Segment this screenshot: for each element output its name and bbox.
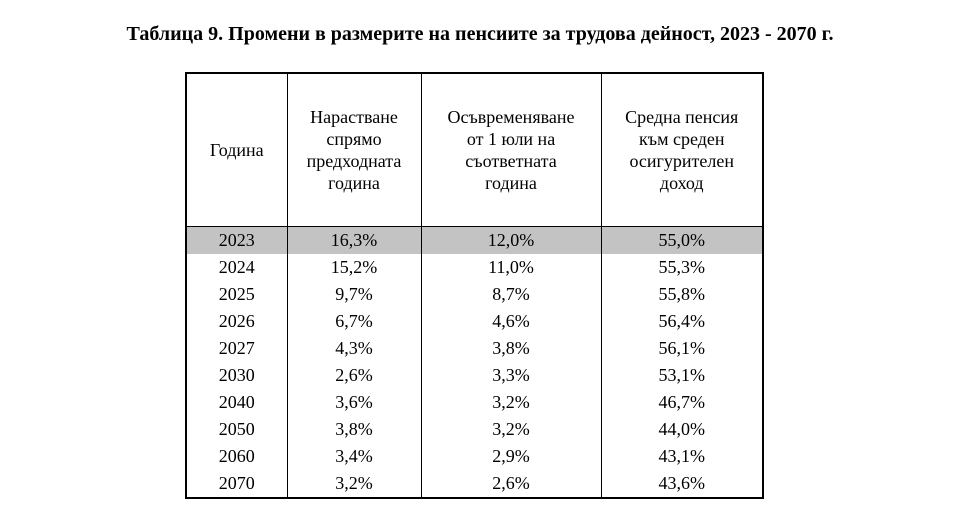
cell-growth: 3,2% xyxy=(287,470,421,498)
cell-year: 2070 xyxy=(186,470,287,498)
cell-year: 2030 xyxy=(186,362,287,389)
cell-indexation: 3,2% xyxy=(421,416,601,443)
cell-year: 2024 xyxy=(186,254,287,281)
header-indexation-line: от 1 юли на xyxy=(466,129,556,149)
header-indexation xyxy=(421,73,601,227)
cell-growth: 9,7% xyxy=(287,281,421,308)
cell-indexation: 3,2% xyxy=(421,389,601,416)
table-row xyxy=(186,362,763,389)
cell-indexation: 11,0% xyxy=(421,254,601,281)
cell-replacement: 55,0% xyxy=(601,227,763,255)
header-indexation-line: Осъвременяване xyxy=(447,107,575,127)
cell-indexation: 2,6% xyxy=(421,470,601,498)
cell-growth: 4,3% xyxy=(287,335,421,362)
header-replacement-line: Средна пенсия xyxy=(625,107,739,127)
cell-replacement: 55,3% xyxy=(601,254,763,281)
cell-replacement: 56,1% xyxy=(601,335,763,362)
header-replacement-line: към среден xyxy=(639,129,725,149)
cell-year: 2025 xyxy=(186,281,287,308)
cell-growth: 15,2% xyxy=(287,254,421,281)
table-row xyxy=(186,416,763,443)
table-row xyxy=(186,389,763,416)
table-row xyxy=(186,335,763,362)
pension-changes-table xyxy=(185,72,764,499)
pension-table-container xyxy=(185,72,764,499)
table-header-row xyxy=(186,73,763,227)
cell-replacement: 53,1% xyxy=(601,362,763,389)
cell-year: 2060 xyxy=(186,443,287,470)
header-replacement-line: осигурителен xyxy=(629,151,735,171)
cell-replacement: 46,7% xyxy=(601,389,763,416)
header-growth-line: година xyxy=(328,173,380,193)
table-title: Таблица 9. Промени в размерите на пенсиите за трудова дейност, 2023 - 2070 г. xyxy=(126,23,834,45)
cell-year: 2026 xyxy=(186,308,287,335)
header-growth-line: предходната xyxy=(306,151,402,171)
header-indexation-line: съответната xyxy=(465,151,557,171)
cell-growth: 3,8% xyxy=(287,416,421,443)
header-indexation-line: година xyxy=(485,173,537,193)
cell-indexation: 3,8% xyxy=(421,335,601,362)
header-replacement-ratio xyxy=(601,73,763,227)
table-row xyxy=(186,227,763,255)
header-year-line: Година xyxy=(209,140,264,160)
header-growth xyxy=(287,73,421,227)
cell-growth: 3,4% xyxy=(287,443,421,470)
table-row xyxy=(186,470,763,498)
table-row xyxy=(186,281,763,308)
cell-growth: 16,3% xyxy=(287,227,421,255)
cell-year: 2050 xyxy=(186,416,287,443)
cell-growth: 3,6% xyxy=(287,389,421,416)
cell-indexation: 12,0% xyxy=(421,227,601,255)
cell-replacement: 56,4% xyxy=(601,308,763,335)
cell-growth: 6,7% xyxy=(287,308,421,335)
cell-year: 2027 xyxy=(186,335,287,362)
cell-replacement: 44,0% xyxy=(601,416,763,443)
cell-indexation: 4,6% xyxy=(421,308,601,335)
cell-replacement: 43,1% xyxy=(601,443,763,470)
cell-replacement: 55,8% xyxy=(601,281,763,308)
cell-indexation: 8,7% xyxy=(421,281,601,308)
cell-year: 2040 xyxy=(186,389,287,416)
table-row xyxy=(186,254,763,281)
header-growth-line: спрямо xyxy=(326,129,382,149)
cell-replacement: 43,6% xyxy=(601,470,763,498)
cell-indexation: 2,9% xyxy=(421,443,601,470)
cell-year: 2023 xyxy=(186,227,287,255)
header-growth-line: Нарастване xyxy=(310,107,398,127)
cell-indexation: 3,3% xyxy=(421,362,601,389)
header-year xyxy=(186,73,287,227)
header-replacement-line: доход xyxy=(659,173,704,193)
table-row xyxy=(186,308,763,335)
cell-growth: 2,6% xyxy=(287,362,421,389)
table-row xyxy=(186,443,763,470)
